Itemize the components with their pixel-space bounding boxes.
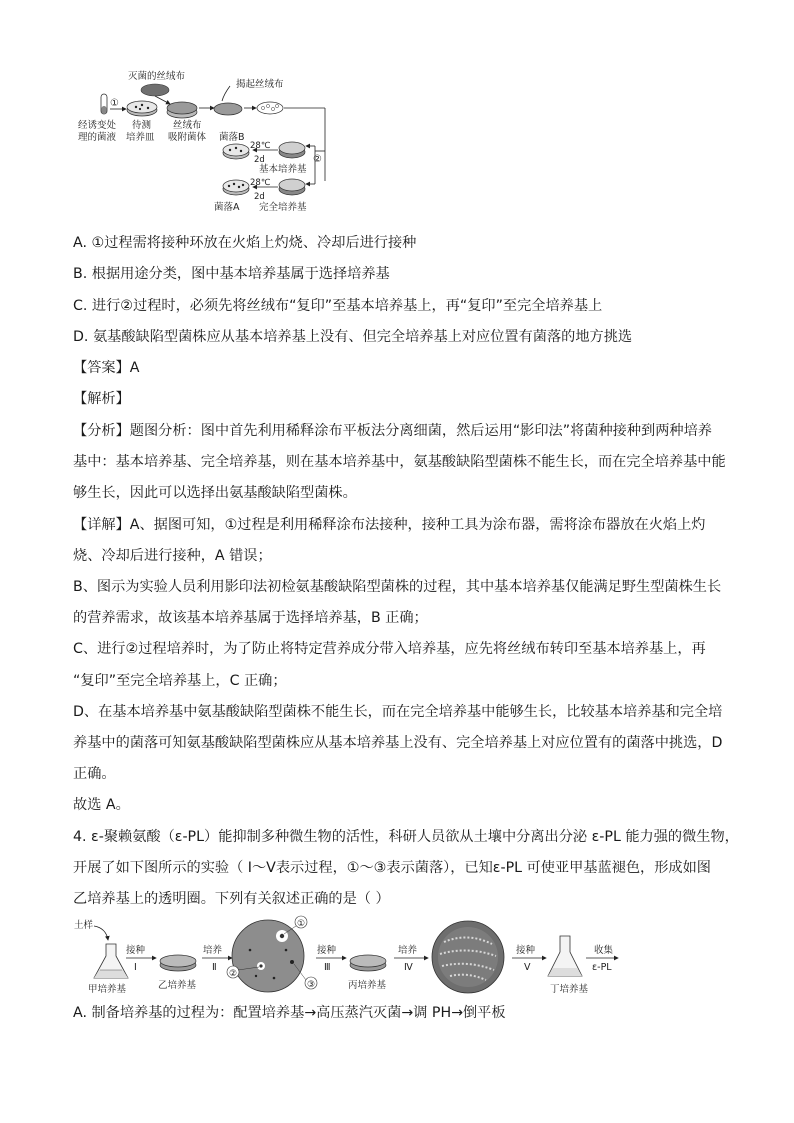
- inoculate-1-label: 接种: [126, 945, 146, 956]
- detail-line: 烧、冷却后进行接种，A 错误；: [73, 548, 272, 564]
- isolation-workflow-figure: [72, 912, 672, 998]
- roman-1-label: Ⅰ: [134, 962, 137, 973]
- step2-label: ②: [313, 154, 322, 165]
- q3-option-b: B. 根据用途分类，图中基本培养基属于选择培养基: [73, 266, 390, 282]
- time-b-label: 2d: [254, 155, 265, 165]
- lift-velvet-label: 揭起丝绒布: [236, 79, 284, 90]
- colony-b-label: 菌落B: [219, 132, 245, 143]
- q3-option-d: D. 氨基酸缺陷型菌株应从基本培养基上没有、但完全培养基上对应位置有菌落的地方挑选: [73, 329, 633, 345]
- plate-bing-label: 丙培养基: [348, 980, 387, 991]
- culture-4-label: 培养: [398, 945, 418, 956]
- mutagen-label-line2: 理的菌液: [78, 132, 117, 143]
- velvet-label-line1: 丝绒布: [173, 120, 202, 131]
- q4-stem-line: 开展了如下图所示的实验（ Ⅰ～Ⅴ表示过程，①～③表示菌落），已知ε-PL 可使亚甲基蓝褪色，形成如图: [73, 860, 711, 876]
- colony-a-label: 菌落A: [214, 202, 240, 213]
- colony-1-label: ①: [297, 919, 306, 929]
- test-plate-label-line1: 待测: [132, 120, 152, 131]
- analysis-line: 够生长，因此可以选择出氨基酸缺陷型菌株。: [73, 485, 357, 501]
- time-a-label: 2d: [254, 192, 265, 202]
- replica-plating-diagram: [70, 66, 340, 216]
- q4-option-a: A. 制备培养基的过程为：配置培养基→高压蒸汽灭菌→调 PH→倒平板: [73, 1005, 506, 1021]
- velvet-disk-icon: [141, 84, 169, 96]
- roman-2-label: Ⅱ: [212, 962, 217, 973]
- temp-a-label: 28℃: [250, 178, 271, 188]
- detail-line: B、图示为实验人员利用影印法初检氨基酸缺陷型菌株的过程，其中基本培养基仅能满足野生型菌株生长: [73, 579, 722, 595]
- detail-line: 正确。: [73, 766, 116, 782]
- collect-label: 收集: [594, 945, 614, 956]
- soil-label: 土样: [74, 920, 94, 931]
- mutagen-label-line1: 经诱变处: [78, 120, 117, 131]
- detail-line: “复印”至完全培养基上，C 正确；: [73, 673, 287, 689]
- temp-b-label: 28℃: [250, 141, 271, 151]
- detail-line: 【详解】A、据图可知，①过程是利用稀释涂布法接种，接种工具为涂布器，需将涂布器放在火焰上灼: [73, 517, 706, 533]
- velvet-label-line2: 吸附菌体: [168, 132, 207, 143]
- complete-medium-label: 完全培养基: [259, 202, 307, 213]
- isolation-workflow-diagram: [72, 912, 672, 998]
- q4-stem-line: 乙培养基上的透明圈。下列有关叙述正确的是（ ）: [73, 891, 390, 907]
- detail-line: 的营养需求，故该基本培养基属于选择培养基，B 正确；: [73, 610, 428, 626]
- inoculate-3-label: 接种: [317, 945, 337, 956]
- q4-stem-line: 4. ε-聚赖氨酸（ε-PL）能抑制多种微生物的活性，科研人员欲从土壤中分离出分泌 ε-PL 能力强的微生物，: [73, 829, 739, 845]
- detail-line: 故选 A。: [73, 797, 130, 813]
- analysis-line: 【分析】题图分析：图中首先利用稀释涂布平板法分离细菌，然后运用“影印法”将菌种接种到两种培养: [73, 423, 712, 439]
- detail-line: C、进行②过程培养时，为了防止将特定营养成分带入培养基，应先将丝绒布转印至基本培养基上，再: [73, 641, 706, 657]
- detail-line: 养基中的菌落可知氨基酸缺陷型菌株应从基本培养基上没有、完全培养基上对应位置有的菌落中挑选，D: [73, 735, 723, 751]
- basic-medium-label: 基本培养基: [259, 164, 307, 175]
- flask-jia-label: 甲培养基: [88, 984, 127, 995]
- analysis-heading: 【解析】: [73, 391, 130, 407]
- roman-5-label: Ⅴ: [524, 962, 531, 973]
- inoculate-5-label: 接种: [516, 945, 536, 956]
- answer-line: 【答案】A: [73, 360, 140, 376]
- roman-3-label: Ⅲ: [324, 962, 331, 973]
- analysis-line: 基中：基本培养基、完全培养基，则在基本培养基中，氨基酸缺陷型菌株不能生长，而在完全培养基中能: [73, 454, 726, 470]
- q3-option-c: C. 进行②过程时，必须先将丝绒布“复印”至基本培养基上，再“复印”至完全培养基上: [73, 298, 603, 314]
- culture-2-label: 培养: [203, 945, 223, 956]
- plate-colonies-icon: [232, 920, 304, 992]
- sterile-velvet-label: 灭菌的丝绒布: [128, 71, 186, 82]
- replica-plating-figure: [70, 66, 340, 216]
- colony-2-label: ②: [229, 969, 238, 979]
- flask-ding-label: 丁培养基: [550, 984, 589, 995]
- plate-yi-label: 乙培养基: [158, 980, 197, 991]
- epl-label: ε-PL: [592, 962, 612, 973]
- q3-option-a: A. ①过程需将接种环放在火焰上灼烧、冷却后进行接种: [73, 235, 417, 251]
- roman-4-label: Ⅳ: [404, 962, 413, 973]
- step1-label: ①: [110, 98, 119, 109]
- velvet-colonies-icon: [257, 102, 283, 114]
- colony-3-label: ③: [307, 980, 316, 990]
- lifted-velvet-icon: [214, 103, 242, 115]
- test-plate-label-line2: 培养皿: [126, 132, 155, 143]
- detail-line: D、在基本培养基中氨基酸缺陷型菌株不能生长，而在完全培养基中能够生长，比较基本培养基和完全培: [73, 704, 723, 720]
